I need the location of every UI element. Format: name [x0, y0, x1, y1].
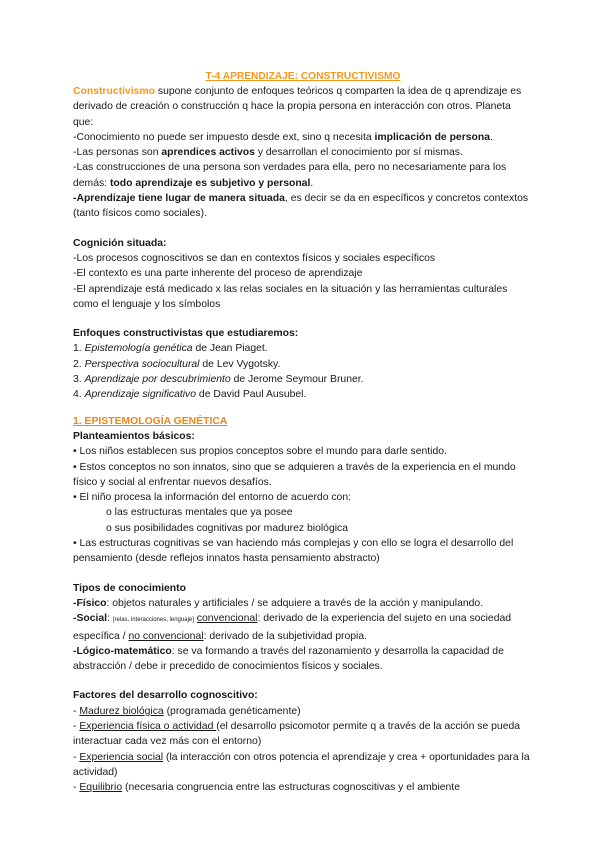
- intro-paragraph: Constructivismo supone conjunto de enfoques teóricos q comparten la idea de q aprendizaje es derivado de creación o construcción q hace la propia persona en interacción con otros. Planeta que:: [73, 86, 522, 128]
- cognicion-line: -Los procesos cognoscitivos se dan en contextos físicos y sociales específicos: [73, 252, 436, 264]
- enfoque-item: 1. Epistemología genética de Jean Piaget.: [73, 343, 268, 355]
- factor-item: - Equilibrio (necesaria congruencia entre las estructuras cognoscitivas y el ambiente: [73, 782, 460, 794]
- basic-point: • Las estructuras cognitivas se van haciendo más complejas y con ello se logra el desarrollo del pensamiento (desde reflejos innatos hasta pensamiento abstracto): [73, 538, 514, 565]
- enfoque-item: 2. Perspectiva sociocultural de Lev Vygotsky.: [73, 358, 281, 370]
- tipo-fisico: -Físico: objetos naturales y artificiales / se adquiere a través de la acción y manipulando.: [73, 597, 484, 609]
- factores-heading: Factores del desarrollo cognoscitivo:: [73, 690, 258, 702]
- cognicion-line: -El aprendizaje está medicado x las relas sociales en la situación y las herramientas culturales como el lenguaje y los símbolos: [73, 283, 508, 310]
- section-heading: 1. EPISTEMOLOGÍA GENÉTICA: [73, 415, 228, 427]
- enfoque-item: 3. Aprendizaje por descubrimiento de Jerome Seymour Bruner.: [73, 374, 364, 386]
- enfoques-heading: Enfoques constructivistas que estudiaremos:: [73, 328, 299, 340]
- intro-bullet: -Las construcciones de una persona son verdades para ella, pero no necesariamente para los demás: todo aprendizaje es subjetivo y personal.: [73, 162, 507, 189]
- basic-subpoint: o las estructuras mentales que ya posee: [106, 507, 293, 519]
- tipos-heading: Tipos de conocimiento: [73, 582, 186, 594]
- tipo-social: -Social: [relas, interacciones, lenguaje] convencional: derivado de la experiencia del sujeto en una sociedad específica / no convencional: derivado de la subjetividad propia.: [73, 613, 512, 642]
- section-subheading: Planteamientos básicos:: [73, 430, 195, 442]
- basic-point: • Los niños establecen sus propios conceptos sobre el mundo para darle sentido.: [73, 446, 447, 458]
- intro-term: Constructivismo: [73, 86, 155, 97]
- basic-point: • Estos conceptos no son innatos, sino que se adquieren a través de la experiencia en el mundo físico y social al enfrentar nuevos desafíos.: [73, 461, 516, 488]
- enfoque-item: 4. Aprendizaje significativo de David Paul Ausubel.: [73, 389, 307, 401]
- basic-point: • El niño procesa la información del entorno de acuerdo con:: [73, 492, 352, 504]
- page-title: T-4 APRENDIZAJE: CONSTRUCTIVISMO: [205, 71, 401, 82]
- intro-bullet: -Las personas son aprendices activos y desarrollan el conocimiento por sí mismas.: [73, 147, 463, 159]
- factor-item: - Experiencia social (la interacción con otros potencia el aprendizaje y crea + oportunidades para la actividad): [73, 751, 530, 778]
- basic-subpoint: o sus posibilidades cognitivas por madurez biológica: [106, 522, 349, 534]
- intro-bullet: -Conocimiento no puede ser impuesto desde ext, sino q necesita implicación de persona.: [73, 131, 493, 143]
- intro-bullet: -Aprendizaje tiene lugar de manera situada, es decir se da en específicos y concretos contextos (tanto físicos como sociales).: [73, 193, 529, 220]
- factor-item: - Experiencia física o actividad (el desarrollo psicomotor permite q a través de la acción se pueda interactuar cada vez más con el entorno): [73, 720, 521, 748]
- document-page: [73, 70, 533, 795]
- cognicion-line: -El contexto es una parte inherente del proceso de aprendizaje: [73, 268, 363, 280]
- tipo-logico: -Lógico-matemático: se va formando a través del razonamiento y desarrolla la capacidad de abstracción / debe ir precedido de conocimientos físicos y sociales.: [73, 645, 504, 673]
- factor-item: - Madurez biológica (programada genéticamente): [73, 705, 301, 717]
- cognicion-heading: Cognición situada:: [73, 237, 167, 249]
